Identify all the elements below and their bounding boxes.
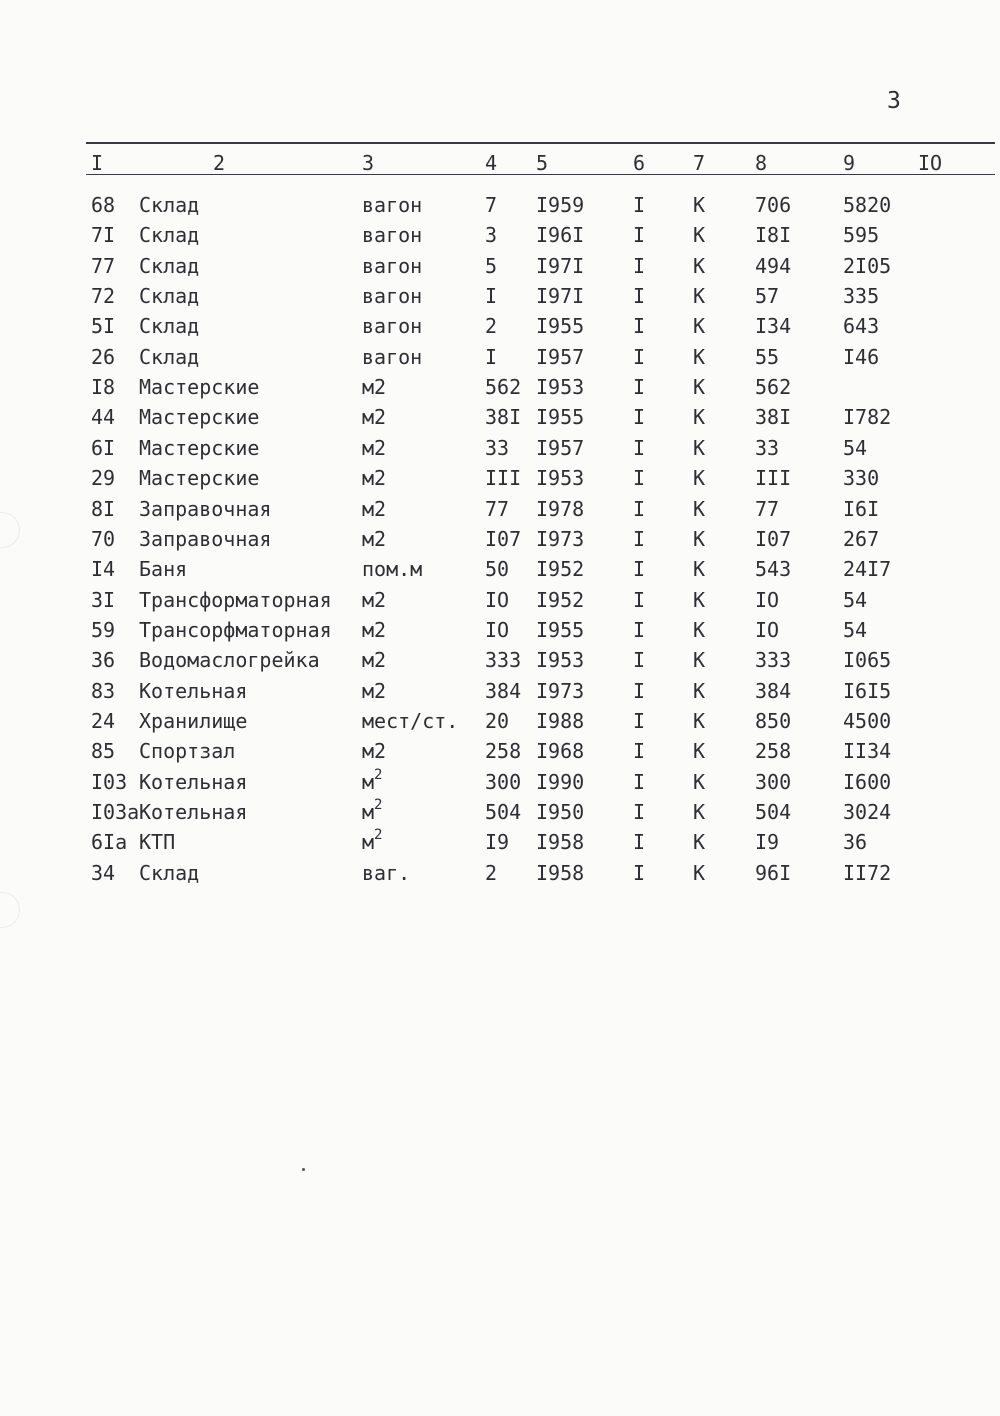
col-8-value: IO — [755, 617, 780, 642]
object-name: Водомаслогрейка — [139, 648, 320, 673]
table-row — [0, 220, 1000, 250]
year: I97I — [536, 253, 585, 278]
year: I968 — [536, 739, 585, 764]
table-row — [0, 433, 1000, 463]
row-number: I8 — [91, 375, 116, 400]
unit — [362, 676, 386, 706]
col-6-value: I — [633, 435, 646, 460]
col-8-value: 504 — [755, 800, 792, 824]
unit — [362, 797, 382, 830]
col-6-value: I — [633, 739, 646, 764]
year: I990 — [536, 769, 585, 794]
quantity: III — [485, 466, 522, 491]
col-7-value: К — [693, 375, 706, 400]
unit — [362, 494, 386, 524]
table-row — [0, 463, 1000, 493]
col-6-value: I — [633, 830, 646, 855]
row-number: 85 — [91, 739, 116, 764]
header-col-9: 9 — [843, 151, 856, 175]
year: I97I — [536, 284, 585, 309]
col-8-value: 57 — [755, 284, 780, 309]
unit-text: вагон — [362, 284, 423, 309]
col-7-value: К — [693, 617, 706, 642]
col-6-value: I — [633, 526, 646, 551]
unit-text: ваг. — [362, 860, 411, 885]
quantity: 562 — [485, 375, 522, 400]
col-6-value: I — [633, 617, 646, 642]
col-7-value: К — [693, 314, 706, 339]
unit — [362, 767, 382, 800]
col-9-value: I6I — [843, 496, 880, 521]
col-6-value: I — [633, 375, 646, 400]
col-6-value: I — [633, 769, 646, 794]
unit-text: м2 — [362, 587, 387, 612]
col-8-value: 333 — [755, 648, 792, 673]
table-row — [0, 767, 1000, 797]
row-number: 68 — [91, 193, 116, 217]
row-number: 26 — [91, 344, 116, 369]
col-8-value: 706 — [755, 193, 792, 217]
row-number: 3I — [91, 587, 116, 612]
header-col-2: 2 — [213, 151, 226, 175]
table-row — [0, 190, 1000, 220]
header-col-3: 3 — [362, 151, 375, 175]
col-7-value: К — [693, 435, 706, 460]
unit — [362, 706, 458, 736]
row-number: 8I — [91, 496, 116, 521]
table-row — [0, 736, 1000, 766]
row-number: 6I — [91, 435, 116, 460]
col-9-value: 2I05 — [843, 253, 892, 278]
year: I950 — [536, 800, 585, 824]
col-9-value: II72 — [843, 860, 892, 885]
object-name: Баня — [139, 557, 188, 582]
table-row — [0, 645, 1000, 675]
table-row — [0, 402, 1000, 432]
unit — [362, 524, 386, 554]
unit — [362, 585, 386, 615]
header-col-8: 8 — [755, 151, 768, 175]
col-6-value: I — [633, 253, 646, 278]
row-number: I03а — [91, 800, 140, 824]
col-9-value: 54 — [843, 617, 868, 642]
object-name: Трансорфматорная — [139, 617, 332, 642]
col-7-value: К — [693, 708, 706, 733]
object-name: Спортзал — [139, 739, 236, 764]
row-number: 29 — [91, 466, 116, 491]
header-col-1: I — [91, 151, 104, 175]
col-9-value: I46 — [843, 344, 880, 369]
col-7-value: К — [693, 860, 706, 885]
unit-text: м — [362, 830, 375, 855]
col-7-value: К — [693, 253, 706, 278]
table-row — [0, 281, 1000, 311]
row-number: I03 — [91, 769, 128, 794]
col-7-value: К — [693, 557, 706, 582]
year: I958 — [536, 830, 585, 855]
col-9-value: 3024 — [843, 800, 892, 824]
object-name: Склад — [139, 253, 200, 278]
col-6-value: I — [633, 284, 646, 309]
quantity: I — [485, 344, 498, 369]
col-6-value: I — [633, 344, 646, 369]
speck — [302, 1168, 305, 1171]
col-8-value: 258 — [755, 739, 792, 764]
row-number: 83 — [91, 678, 116, 703]
col-6-value: I — [633, 193, 646, 217]
header-col-4: 4 — [485, 151, 498, 175]
col-6-value: I — [633, 557, 646, 582]
col-7-value: К — [693, 830, 706, 855]
unit — [362, 372, 386, 402]
object-name: КТП — [139, 830, 176, 855]
col-6-value: I — [633, 860, 646, 885]
col-7-value: К — [693, 648, 706, 673]
object-name: Заправочная — [139, 496, 272, 521]
object-name: Мастерские — [139, 435, 260, 460]
unit-superscript: 2 — [374, 766, 383, 783]
unit — [362, 281, 422, 311]
table-row — [0, 827, 1000, 857]
year: I973 — [536, 526, 585, 551]
unit-text: м2 — [362, 526, 387, 551]
unit-text: мест/ст. — [362, 708, 459, 733]
row-number: 70 — [91, 526, 116, 551]
row-number: 7I — [91, 223, 116, 248]
unit-text: м2 — [362, 678, 387, 703]
col-7-value: К — [693, 769, 706, 794]
quantity: 333 — [485, 648, 522, 673]
unit-text: м2 — [362, 375, 387, 400]
col-8-value: I9 — [755, 830, 780, 855]
col-7-value: К — [693, 284, 706, 309]
row-number: 6Iа — [91, 830, 128, 855]
quantity: 33 — [485, 435, 510, 460]
unit-text: вагон — [362, 253, 423, 278]
quantity: 38I — [485, 405, 522, 430]
unit — [362, 342, 422, 372]
col-6-value: I — [633, 648, 646, 673]
object-name: Мастерские — [139, 375, 260, 400]
row-number: 44 — [91, 405, 116, 430]
unit — [362, 463, 386, 493]
year: I959 — [536, 193, 585, 217]
header-col-7: 7 — [693, 151, 706, 175]
unit — [362, 402, 386, 432]
year: I953 — [536, 375, 585, 400]
unit — [362, 220, 422, 250]
header-col-10: IO — [918, 151, 943, 175]
object-name: Склад — [139, 860, 200, 885]
table-row — [0, 615, 1000, 645]
year: I957 — [536, 435, 585, 460]
col-9-value: 643 — [843, 314, 880, 339]
object-name: Трансформаторная — [139, 587, 332, 612]
col-6-value: I — [633, 466, 646, 491]
row-number: 77 — [91, 253, 116, 278]
unit — [362, 827, 382, 860]
col-6-value: I — [633, 587, 646, 612]
col-6-value: I — [633, 708, 646, 733]
table-row — [0, 251, 1000, 281]
col-8-value: I8I — [755, 223, 792, 248]
year: I973 — [536, 678, 585, 703]
unit-superscript: 2 — [374, 827, 383, 844]
unit — [362, 645, 386, 675]
col-8-value: I07 — [755, 526, 792, 551]
row-number: 5I — [91, 314, 116, 339]
row-number: 59 — [91, 617, 116, 642]
year: I953 — [536, 648, 585, 673]
col-9-value: 4500 — [843, 708, 892, 733]
col-8-value: 543 — [755, 557, 792, 582]
table-row — [0, 858, 1000, 888]
col-7-value: К — [693, 739, 706, 764]
year: I952 — [536, 557, 585, 582]
unit-text: вагон — [362, 314, 423, 339]
col-8-value: 38I — [755, 405, 792, 430]
col-8-value: 850 — [755, 708, 792, 733]
quantity: IO — [485, 617, 510, 642]
col-6-value: I — [633, 800, 646, 824]
quantity: IO — [485, 587, 510, 612]
row-number: 24 — [91, 708, 116, 733]
object-name: Заправочная — [139, 526, 272, 551]
quantity: 258 — [485, 739, 522, 764]
table-row — [0, 311, 1000, 341]
col-6-value: I — [633, 223, 646, 248]
col-8-value: 77 — [755, 496, 780, 521]
col-7-value: К — [693, 587, 706, 612]
year: I957 — [536, 344, 585, 369]
table-row — [0, 524, 1000, 554]
col-6-value: I — [633, 314, 646, 339]
unit-text: пом.м — [362, 557, 423, 582]
quantity: 384 — [485, 678, 522, 703]
header-col-6: 6 — [633, 151, 646, 175]
year: I958 — [536, 860, 585, 885]
object-name: Мастерские — [139, 405, 260, 430]
object-name: Котельная — [139, 678, 248, 703]
unit — [362, 251, 422, 281]
col-9-value: 54 — [843, 587, 868, 612]
year: I955 — [536, 314, 585, 339]
year: I955 — [536, 617, 585, 642]
unit — [362, 311, 422, 341]
col-7-value: К — [693, 496, 706, 521]
unit-text: м2 — [362, 466, 387, 491]
col-7-value: К — [693, 466, 706, 491]
object-name: Склад — [139, 344, 200, 369]
col-8-value: 55 — [755, 344, 780, 369]
row-number: 72 — [91, 284, 116, 309]
quantity: 504 — [485, 800, 522, 824]
unit-text: м — [362, 769, 375, 794]
col-9-value: 267 — [843, 526, 880, 551]
unit — [362, 615, 386, 645]
year: I953 — [536, 466, 585, 491]
col-9-value: 330 — [843, 466, 880, 491]
unit-text: вагон — [362, 193, 423, 217]
quantity: I07 — [485, 526, 522, 551]
col-6-value: I — [633, 496, 646, 521]
object-name: Склад — [139, 284, 200, 309]
table-row — [0, 797, 1000, 827]
table-row — [0, 706, 1000, 736]
table-row — [0, 676, 1000, 706]
col-9-value: 595 — [843, 223, 880, 248]
object-name: Хранилище — [139, 708, 248, 733]
object-name: Мастерские — [139, 466, 260, 491]
col-9-value: I6I5 — [843, 678, 892, 703]
unit — [362, 858, 410, 888]
table-row — [0, 554, 1000, 584]
quantity: I — [485, 284, 498, 309]
col-8-value: III — [755, 466, 792, 491]
year: I96I — [536, 223, 585, 248]
col-9-value: II34 — [843, 739, 892, 764]
year: I978 — [536, 496, 585, 521]
col-9-value: 36 — [843, 830, 868, 855]
object-name: Котельная — [139, 769, 248, 794]
punch-hole-mark — [0, 892, 20, 928]
unit — [362, 554, 422, 584]
row-number: 36 — [91, 648, 116, 673]
col-9-value: I600 — [843, 769, 892, 794]
object-name: Котельная — [139, 800, 248, 824]
object-name: Склад — [139, 223, 200, 248]
col-9-value: I065 — [843, 648, 892, 673]
year: I988 — [536, 708, 585, 733]
unit — [362, 736, 386, 766]
col-7-value: К — [693, 526, 706, 551]
col-6-value: I — [633, 678, 646, 703]
col-9-value: 5820 — [843, 193, 892, 217]
unit-text: вагон — [362, 223, 423, 248]
col-8-value: 96I — [755, 860, 792, 885]
col-6-value: I — [633, 405, 646, 430]
col-8-value: 494 — [755, 253, 792, 278]
quantity: 2 — [485, 314, 498, 339]
quantity: 300 — [485, 769, 522, 794]
row-number: I4 — [91, 557, 116, 582]
quantity: 5 — [485, 253, 498, 278]
header-col-5: 5 — [536, 151, 549, 175]
unit-text: вагон — [362, 344, 423, 369]
quantity: 2 — [485, 860, 498, 885]
quantity: 3 — [485, 223, 498, 248]
col-7-value: К — [693, 344, 706, 369]
quantity: 50 — [485, 557, 510, 582]
unit-text: м2 — [362, 405, 387, 430]
year: I952 — [536, 587, 585, 612]
table-row — [0, 585, 1000, 615]
quantity: 77 — [485, 496, 510, 521]
table-row — [0, 494, 1000, 524]
year: I955 — [536, 405, 585, 430]
col-8-value: I34 — [755, 314, 792, 339]
col-9-value: 24I7 — [843, 557, 892, 582]
page-number: 3 — [887, 88, 901, 114]
col-7-value: К — [693, 678, 706, 703]
quantity: I9 — [485, 830, 510, 855]
unit-text: м — [362, 800, 375, 824]
col-8-value: 300 — [755, 769, 792, 794]
unit-text: м2 — [362, 435, 387, 460]
quantity: 20 — [485, 708, 510, 733]
quantity: 7 — [485, 193, 498, 217]
table-row — [0, 342, 1000, 372]
unit — [362, 190, 422, 220]
col-9-value: 335 — [843, 284, 880, 309]
unit-text: м2 — [362, 496, 387, 521]
col-7-value: К — [693, 405, 706, 430]
unit-text: м2 — [362, 648, 387, 673]
table-top-rule — [86, 142, 995, 144]
col-9-value: I782 — [843, 405, 892, 430]
unit-text: м2 — [362, 617, 387, 642]
table-row — [0, 372, 1000, 402]
object-name: Склад — [139, 193, 200, 217]
object-name: Склад — [139, 314, 200, 339]
unit-superscript: 2 — [374, 797, 383, 813]
col-8-value: 384 — [755, 678, 792, 703]
unit-text: м2 — [362, 739, 387, 764]
col-9-value: 54 — [843, 435, 868, 460]
col-7-value: К — [693, 800, 706, 824]
row-number: 34 — [91, 860, 116, 885]
table-header-rule — [86, 174, 995, 175]
unit — [362, 433, 386, 463]
col-8-value: 562 — [755, 375, 792, 400]
col-7-value: К — [693, 223, 706, 248]
col-7-value: К — [693, 193, 706, 217]
col-8-value: 33 — [755, 435, 780, 460]
col-8-value: IO — [755, 587, 780, 612]
